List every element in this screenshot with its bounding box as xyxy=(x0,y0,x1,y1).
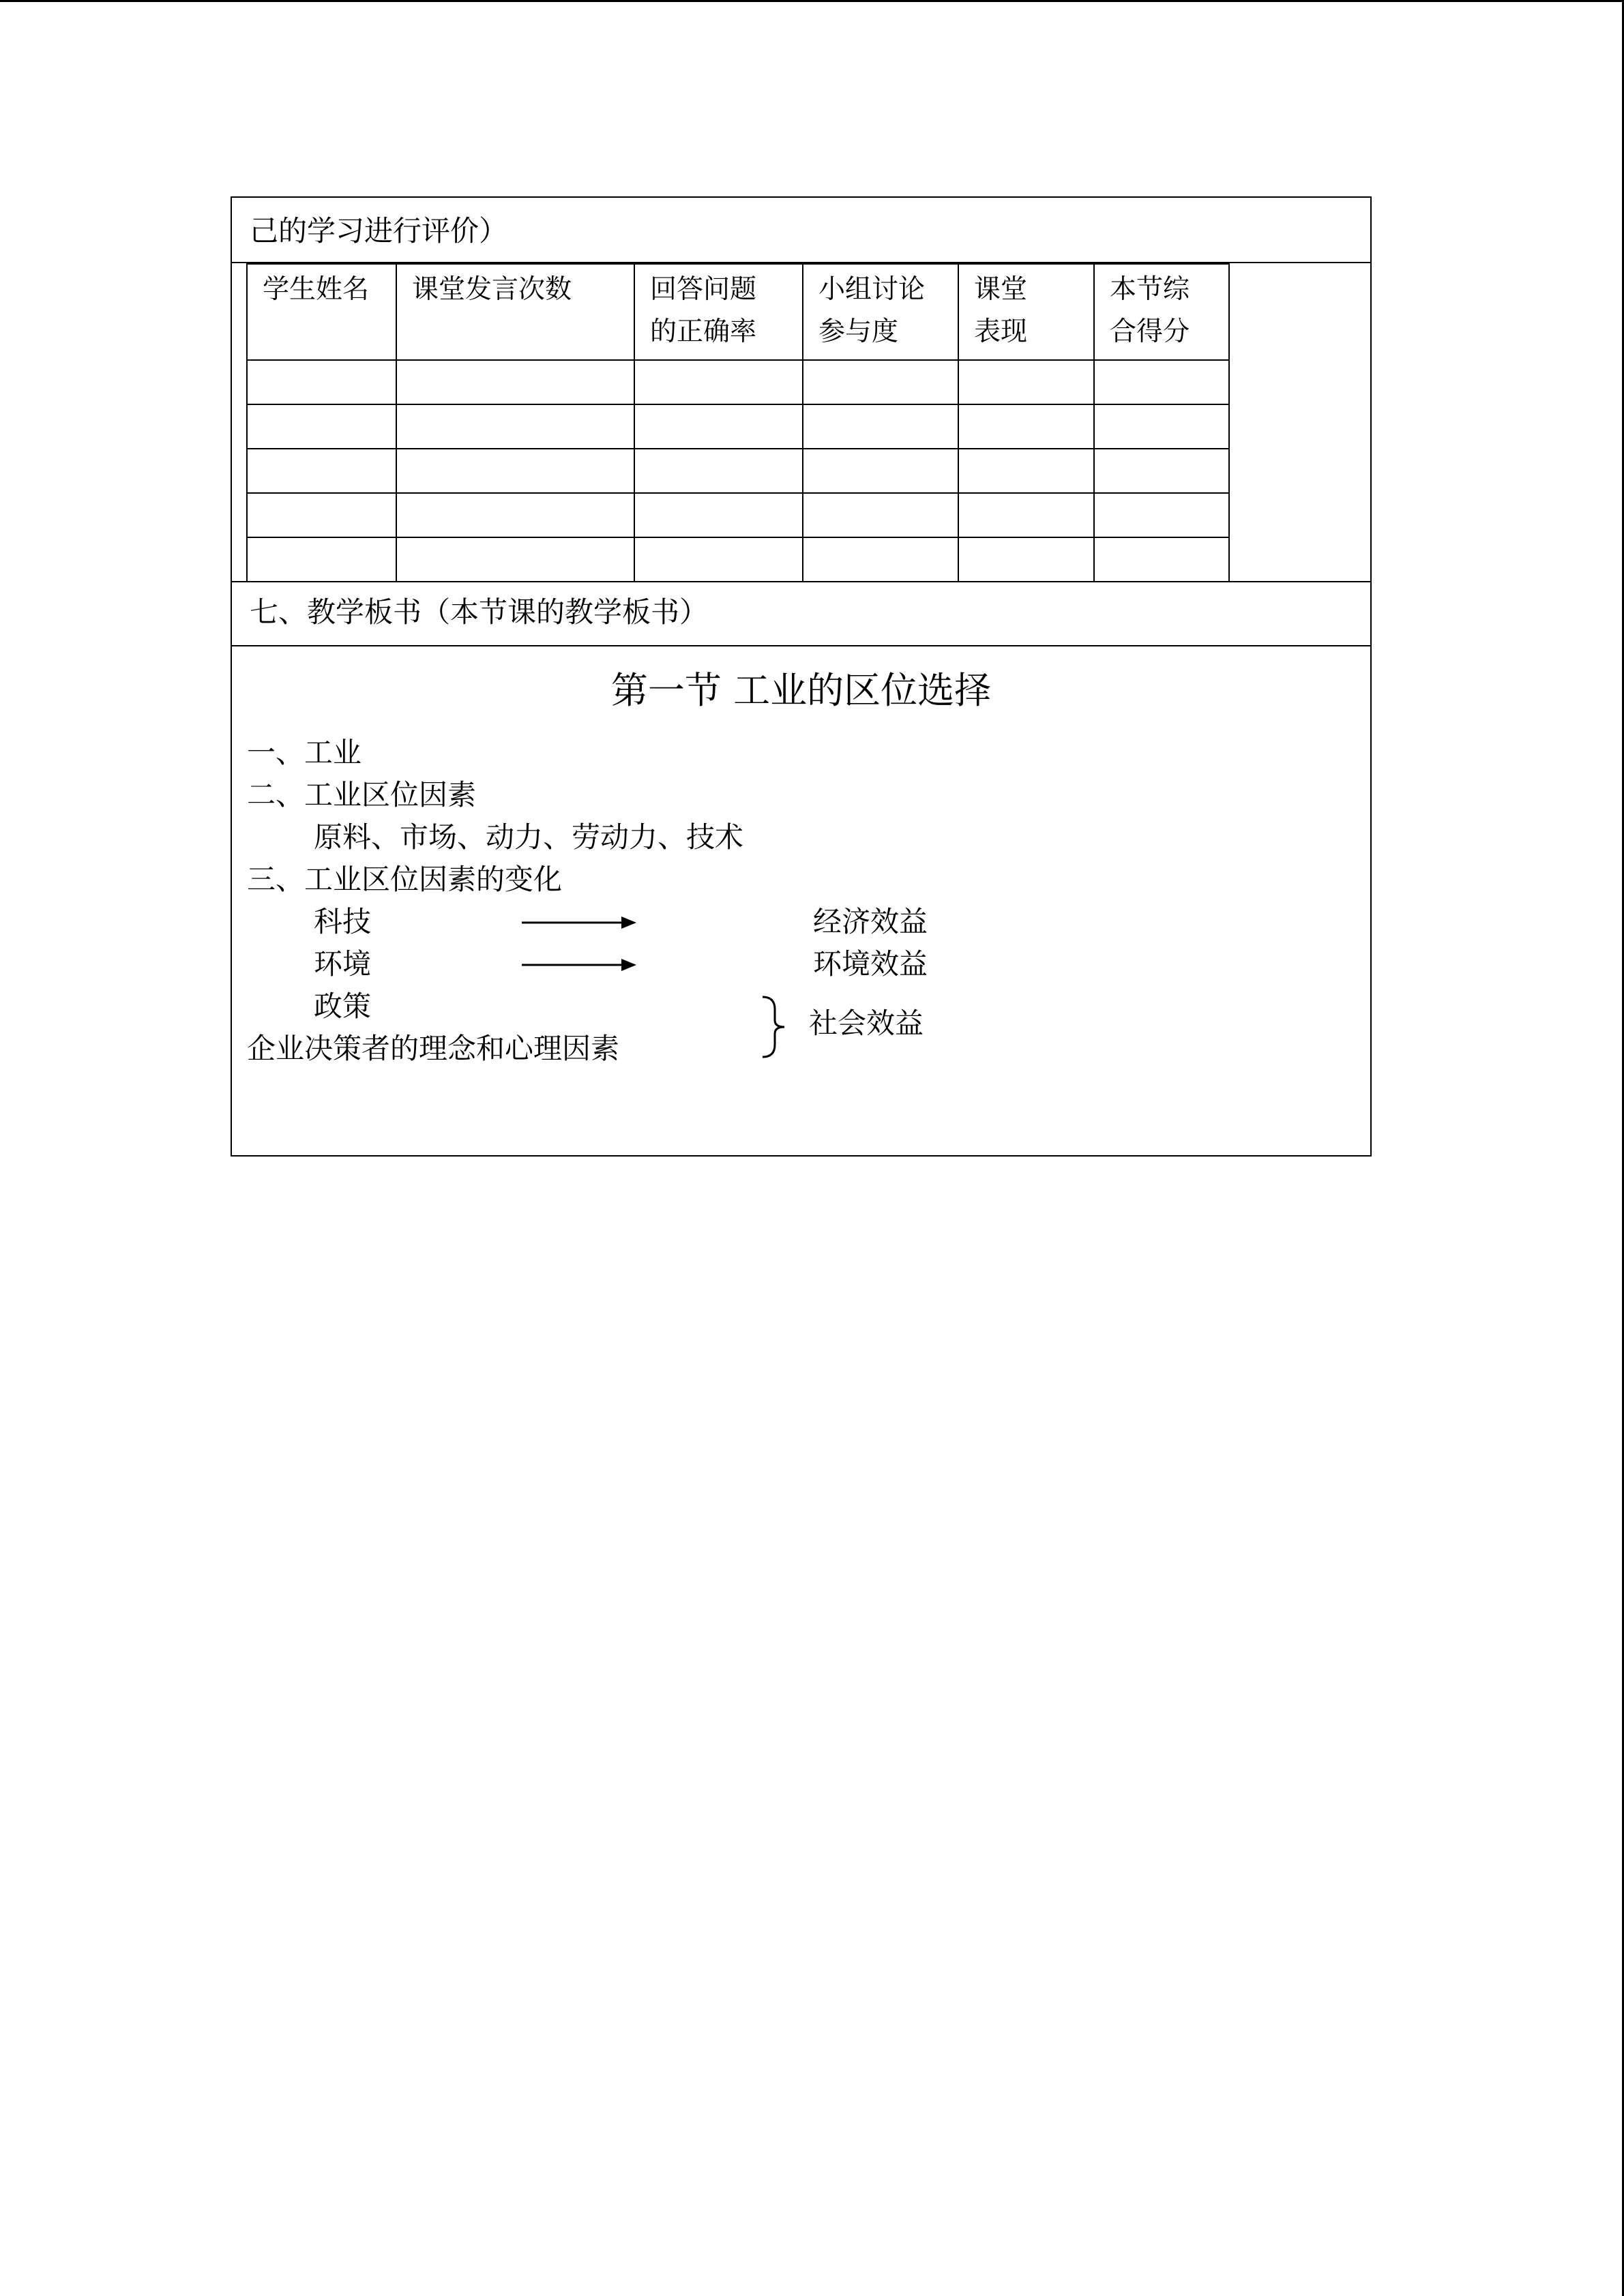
table-cell[interactable] xyxy=(958,404,1094,449)
header-answer-accuracy: 回答问题 的正确率 xyxy=(634,264,803,360)
header-total-score: 本节综 合得分 xyxy=(1094,264,1229,360)
board-item-1: 一、工业 xyxy=(247,736,362,769)
table-cell[interactable] xyxy=(396,360,634,404)
board-item-2-detail: 原料、市场、动力、劳动力、技术 xyxy=(314,820,744,854)
board-item-2: 二、工业区位因素 xyxy=(247,778,477,811)
table-cell[interactable] xyxy=(958,449,1094,493)
header-speech-count: 课堂发言次数 xyxy=(396,264,634,360)
benefit-environment: 环境效益 xyxy=(813,947,928,981)
table-cell[interactable] xyxy=(803,449,958,493)
table-cell[interactable] xyxy=(634,493,803,537)
evaluation-intro: 己的学习进行评价） xyxy=(250,214,508,248)
table-cell[interactable] xyxy=(1094,404,1229,449)
table-cell[interactable] xyxy=(803,537,958,582)
table-cell[interactable] xyxy=(396,404,634,449)
table-cell[interactable] xyxy=(247,404,396,449)
table-cell[interactable] xyxy=(634,537,803,582)
table-cell[interactable] xyxy=(247,360,396,404)
page-top-border xyxy=(0,0,1624,2)
table-row xyxy=(247,537,1229,582)
table-cell[interactable] xyxy=(1094,449,1229,493)
table-cell[interactable] xyxy=(396,449,634,493)
table-cell[interactable] xyxy=(396,537,634,582)
table-cell[interactable] xyxy=(958,493,1094,537)
arrow-right-icon xyxy=(520,955,643,975)
table-row xyxy=(247,404,1229,449)
table-cell[interactable] xyxy=(247,493,396,537)
factor-decision-maker: 企业决策者的理念和心理因素 xyxy=(247,1032,620,1065)
header-class-performance: 课堂 表现 xyxy=(958,264,1094,360)
factor-tech: 科技 xyxy=(314,905,372,938)
row-divider xyxy=(232,581,1370,582)
table-cell[interactable] xyxy=(634,449,803,493)
table-row xyxy=(247,493,1229,537)
factor-environment: 环境 xyxy=(314,947,372,981)
table-cell[interactable] xyxy=(1094,360,1229,404)
row-divider xyxy=(232,645,1370,646)
board-title: 第一节 工业的区位选择 xyxy=(610,669,992,712)
table-cell[interactable] xyxy=(1094,537,1229,582)
table-cell[interactable] xyxy=(247,537,396,582)
benefit-economic: 经济效益 xyxy=(813,905,928,938)
table-cell[interactable] xyxy=(803,404,958,449)
evaluation-header-row xyxy=(247,264,1229,360)
table-cell[interactable] xyxy=(958,360,1094,404)
table-cell[interactable] xyxy=(634,404,803,449)
header-student-name: 学生姓名 xyxy=(247,264,396,360)
header-group-participation: 小组讨论 参与度 xyxy=(803,264,958,360)
factor-policy: 政策 xyxy=(314,989,372,1023)
document-table xyxy=(231,196,1372,1157)
table-cell[interactable] xyxy=(396,493,634,537)
table-row xyxy=(247,360,1229,404)
table-cell[interactable] xyxy=(634,360,803,404)
section7-heading: 七、教学板书（本节课的教学板书） xyxy=(250,595,709,629)
table-cell[interactable] xyxy=(1094,493,1229,537)
table-cell[interactable] xyxy=(247,449,396,493)
arrow-right-icon xyxy=(520,912,643,933)
table-cell[interactable] xyxy=(803,493,958,537)
board-item-3: 三、工业区位因素的变化 xyxy=(247,863,563,896)
table-cell[interactable] xyxy=(803,360,958,404)
benefit-social: 社会效益 xyxy=(809,1007,924,1040)
table-row xyxy=(247,449,1229,493)
evaluation-table xyxy=(246,263,1230,582)
table-cell[interactable] xyxy=(958,537,1094,582)
right-brace-icon xyxy=(757,994,791,1060)
